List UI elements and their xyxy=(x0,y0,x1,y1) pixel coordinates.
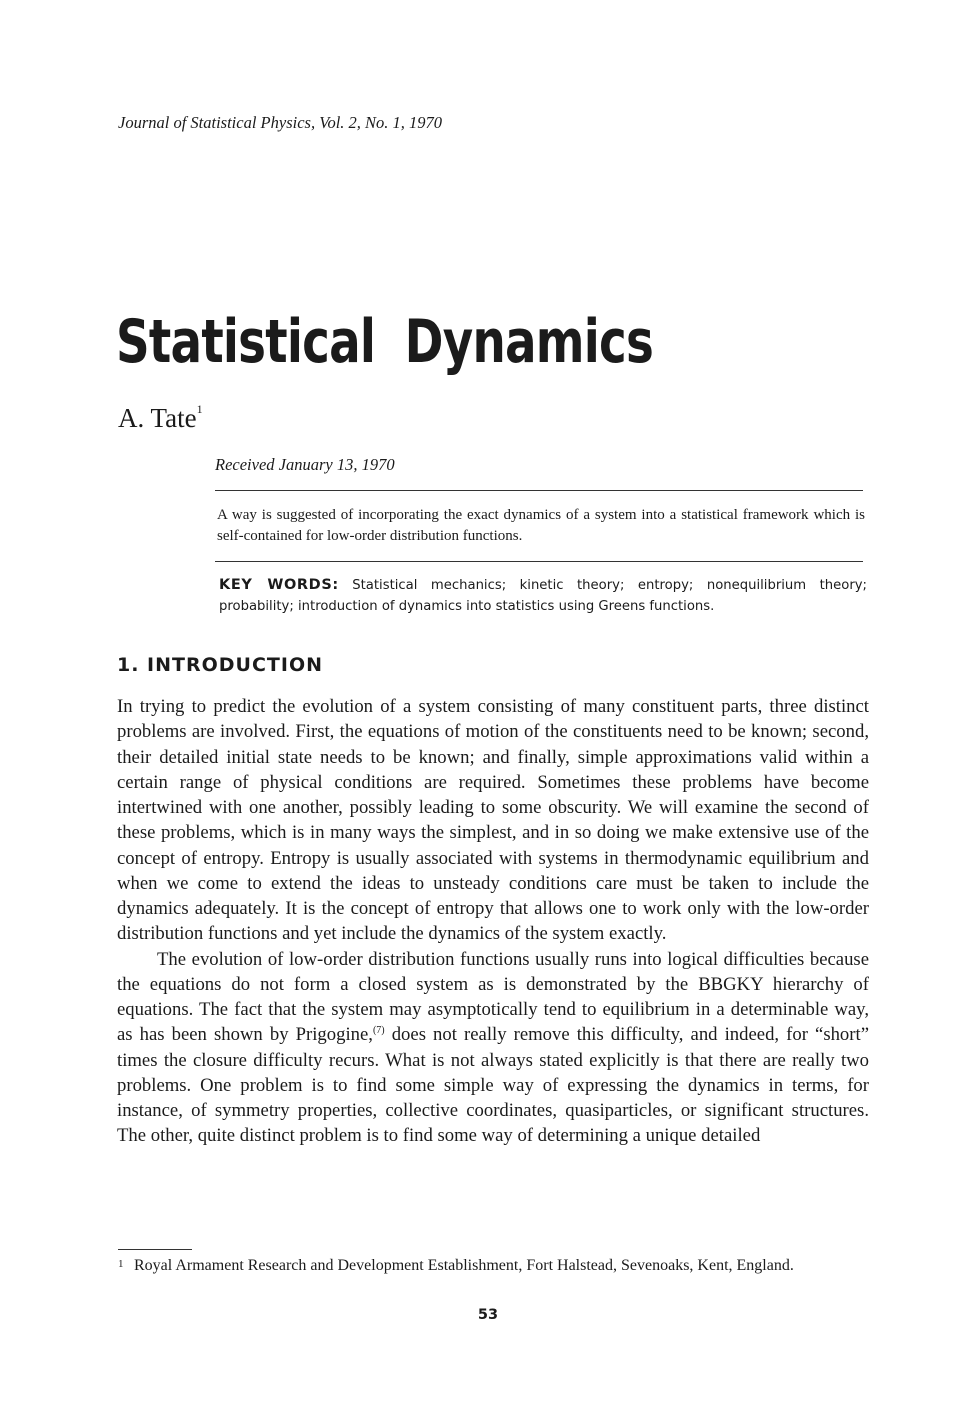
abstract-bottom-rule xyxy=(215,561,863,562)
paragraph-2-part-1: The evolution of low-order distribution functions usually runs into logical difficulties because the equations do not form a closed system as is demonstrated by the BBGKY hierarchy of equations. The fact that the system may asymptotically tend to equilibrium in a determinable way, as has been shown by Prigogine, xyxy=(117,948,869,1046)
abstract: A way is suggested of incorporating the exact dynamics of a system into a statistical framework which is self-contained for low-order distribution functions. xyxy=(217,507,865,544)
keywords-label: KEY WORDS: xyxy=(219,577,339,593)
received-date: Received January 13, 1970 xyxy=(215,455,395,474)
author-footnote-mark: 1 xyxy=(196,402,203,416)
citation-reference: (7) xyxy=(372,1025,385,1037)
footnote xyxy=(118,1255,870,1277)
paragraph-2 xyxy=(117,947,869,1149)
paragraph-1: In trying to predict the evolution of a system consisting of many constituent parts, three distinct problems are involved. First, the equations of motion of the constituents need to be known; second, their detailed initial state needs to be known; and finally, simple approximations valid within a certain range of physical conditions are required. Sometimes these problems have become intertwined with one another, possibly leading to some obscurity. We will examine the second of these problems, which is in many ways the simplest, and in so doing we make extensive use of the concept of entropy. Entropy is usually associated with systems in thermodynamic equilibrium and when we come to extend the ideas to unsteady conditions care must be taken to include the dynamics adequately. It is the concept of entropy that allows one to work only with the low-order distribution functions and yet include the dynamics of the system exactly. xyxy=(117,696,869,945)
section-heading: 1. INTRODUCTION xyxy=(117,654,323,676)
footnote-rule xyxy=(118,1249,192,1250)
page-number: 53 xyxy=(477,1307,499,1323)
journal-citation: Journal of Statistical Physics, Vol. 2, No. 1, 1970 xyxy=(118,113,443,132)
body-text xyxy=(117,694,869,1149)
keywords-text: Statistical mechanics; kinetic theory; entropy; nonequilibrium theory; probability; introduction of dynamics into statistics using Greens functions. xyxy=(219,578,867,614)
abstract-top-rule xyxy=(215,490,863,491)
article-title: Statistical Dynamics xyxy=(116,307,654,377)
author-name: A. Tate xyxy=(118,403,197,433)
footnote-mark: 1 xyxy=(118,1258,124,1270)
keywords xyxy=(219,575,867,617)
paragraph-2-part-2: does not really remove this difficulty, and indeed, for “short” times the closure difficulty recurs. What is not always stated explicitly is that there are really two problems. One problem is to find some simple way of expressing the dynamics in terms, for instance, of symmetry properties, collective coordinates, quasiparticles, or significant structures. The other, quite distinct problem is to find some way of determining a unique detailed xyxy=(117,1024,869,1147)
footnote-text: Royal Armament Research and Development Establishment, Fort Halstead, Sevenoaks, Kent, England. xyxy=(134,1257,794,1274)
author-line xyxy=(118,396,203,435)
